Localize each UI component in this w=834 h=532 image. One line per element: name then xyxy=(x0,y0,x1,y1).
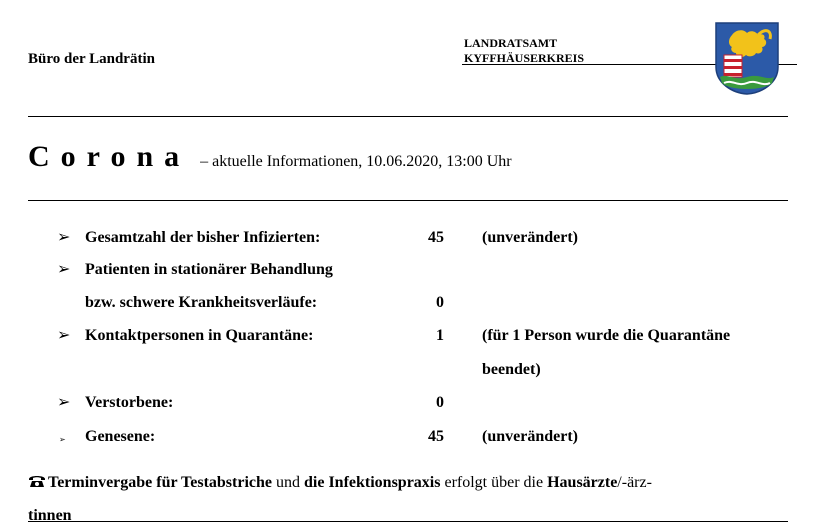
stat-row xyxy=(0,228,834,258)
stat-row-continuation xyxy=(0,360,834,390)
stat-label: Genesene: xyxy=(85,428,156,445)
notice-bold-3: Hausärzte xyxy=(547,474,618,491)
notice-text-2: erfolgt über die xyxy=(440,474,548,491)
notice-text-3: /-ärz- xyxy=(617,474,652,491)
stat-value: 45 xyxy=(428,229,444,246)
authority-line-2: KYFFHÄUSERKREIS xyxy=(464,51,585,65)
stat-row xyxy=(0,326,834,356)
appointment-notice xyxy=(28,466,798,532)
stat-value: 0 xyxy=(436,294,444,311)
stat-row xyxy=(0,260,834,290)
telephone-icon xyxy=(28,474,46,488)
stat-note: (für 1 Person wurde die Quarantäne xyxy=(482,327,731,344)
authority-name xyxy=(464,36,584,66)
notice-bold-1: Terminvergabe für Testabstriche xyxy=(48,474,272,491)
headline-title: Corona xyxy=(28,140,191,173)
stat-note: (unverändert) xyxy=(482,428,578,445)
stat-value: 1 xyxy=(436,327,444,344)
office-name: Büro der Landrätin xyxy=(28,51,155,67)
headline xyxy=(28,140,512,174)
notice-bold-2: die Infektionspraxis xyxy=(304,474,441,491)
stat-label: bzw. schwere Krankheitsverläufe: xyxy=(85,294,318,311)
coat-of-arms-icon xyxy=(714,21,780,95)
headline-subtitle: – aktuelle Informationen, 10.06.2020, 13:00 Uhr xyxy=(200,153,512,170)
notice-bold-4: tinnen xyxy=(28,507,72,524)
stat-value: 45 xyxy=(428,428,444,445)
arrow-bullet-icon: ➢ xyxy=(57,229,71,246)
divider-middle xyxy=(28,200,788,201)
stat-note: (unverändert) xyxy=(482,229,578,246)
notice-text-1: und xyxy=(272,474,304,491)
stat-note: beendet) xyxy=(482,361,541,378)
stat-label: Kontaktpersonen in Quarantäne: xyxy=(85,327,314,344)
stat-label: Verstorbene: xyxy=(85,394,174,411)
divider-top xyxy=(28,116,788,117)
arrow-bullet-icon: ➢ xyxy=(57,327,71,344)
stat-row xyxy=(0,393,834,423)
arrow-bullet-icon: ➢ xyxy=(59,435,66,444)
stat-label: Patienten in stationärer Behandlung xyxy=(85,261,333,278)
arrow-bullet-icon: ➢ xyxy=(57,394,71,411)
stat-row xyxy=(0,427,834,457)
stat-value: 0 xyxy=(436,394,444,411)
authority-line-1: LANDRATSAMT xyxy=(464,36,558,50)
arrow-bullet-icon: ➢ xyxy=(57,261,71,278)
stat-label: Gesamtzahl der bisher Infizierten: xyxy=(85,229,321,246)
divider-bottom xyxy=(28,521,788,522)
stat-row xyxy=(0,293,834,323)
